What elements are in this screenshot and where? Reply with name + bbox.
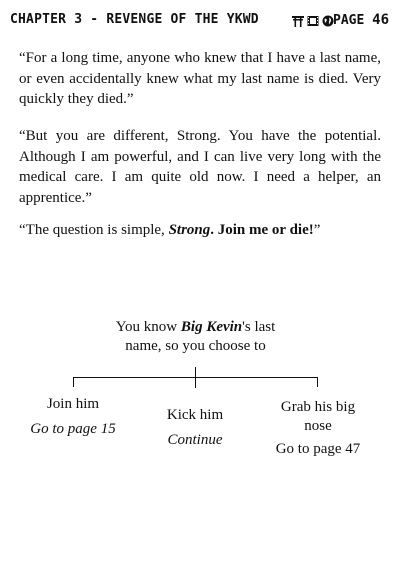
prompt-start: You know [115, 319, 181, 335]
big-kevin-name: Big Kevin [180, 319, 243, 335]
page-number: 46 [372, 12, 389, 28]
chapter-title: CHAPTER 3 - REVENGE OF THE YKWD [10, 12, 259, 27]
choice-join-him[interactable] [23, 395, 123, 439]
paragraph-3-end: ” [313, 222, 321, 238]
join-or-die: . Join me or die! [210, 222, 314, 238]
tree-branch-right [317, 377, 318, 387]
choice-label: Grab his big nose [280, 399, 356, 434]
tree-branch-bar [73, 377, 318, 378]
page-header [10, 12, 390, 32]
paragraph-3 [19, 220, 381, 241]
paragraph-1: “For a long time, anyone who knew that I have a last name, or even accidentally knew what my last name is died. Very quickly they died.” [19, 50, 381, 107]
choice-goto-link[interactable]: Go to page 47 [275, 441, 361, 457]
page-prefix: PAGE [333, 13, 365, 28]
choice-kick-him[interactable] [145, 406, 245, 450]
film-frame-icon [307, 15, 319, 27]
paragraph-3-start: “The question is simple, [19, 222, 169, 238]
page-number-label [333, 12, 389, 28]
choice-goto-link[interactable]: Go to page 15 [30, 421, 116, 437]
choice-goto-link[interactable]: Continue [167, 432, 223, 448]
paragraph-2: “But you are different, Strong. You have the potential. Although I am powerful, and I can live very long with the medical care. I am quite old now. I need a helper, an apprentice.” [19, 128, 381, 206]
choice-label: Join him [46, 396, 100, 412]
header-icons [292, 14, 334, 27]
prompt-end: 's last name, so you choose to [125, 319, 276, 354]
strong-name: Strong [168, 222, 211, 238]
choice-prompt [108, 318, 283, 356]
choice-label: Kick him [166, 407, 224, 423]
tree-branch-left [73, 377, 74, 387]
torii-gate-icon [292, 15, 304, 27]
choice-grab-nose[interactable] [262, 398, 374, 459]
